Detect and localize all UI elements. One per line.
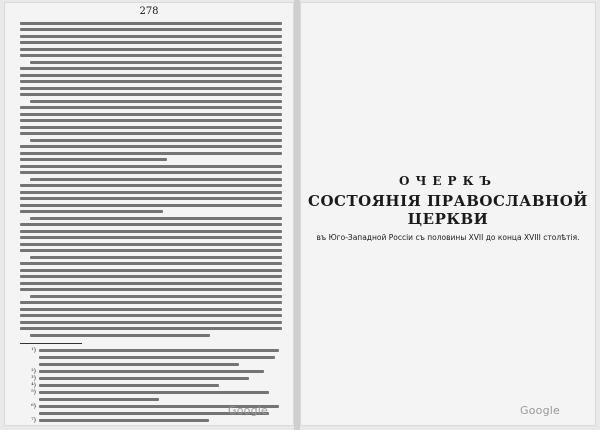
left-page bbox=[4, 2, 294, 426]
body-text bbox=[20, 20, 282, 339]
text-line-glyphs bbox=[20, 152, 282, 155]
footnote-line bbox=[20, 389, 282, 396]
text-line-glyphs bbox=[20, 22, 282, 25]
footnote-line bbox=[20, 375, 282, 382]
text-line-glyphs bbox=[20, 80, 282, 83]
text-line-glyphs bbox=[20, 204, 282, 207]
text-line-glyphs bbox=[20, 171, 282, 174]
text-line-glyphs bbox=[30, 334, 210, 337]
text-line-glyphs bbox=[30, 217, 282, 220]
google-watermark-left: Google bbox=[228, 404, 268, 417]
text-line-glyphs bbox=[20, 236, 282, 239]
text-line-glyphs bbox=[20, 48, 282, 51]
text-line-glyphs bbox=[20, 210, 163, 213]
text-line-glyphs bbox=[20, 308, 282, 311]
text-line-glyphs bbox=[20, 106, 282, 109]
text-line-glyphs bbox=[20, 145, 282, 148]
text-line-glyphs bbox=[20, 314, 282, 317]
text-line-glyphs bbox=[20, 223, 282, 226]
footnote-text-glyphs bbox=[39, 356, 275, 359]
text-line-glyphs bbox=[30, 61, 282, 64]
text-line-glyphs bbox=[20, 275, 282, 278]
text-line-glyphs bbox=[20, 158, 167, 161]
text-line-glyphs bbox=[20, 262, 282, 265]
right-page bbox=[300, 2, 596, 426]
text-line-glyphs bbox=[20, 93, 282, 96]
footnote-marker: ⁶) bbox=[31, 403, 36, 410]
text-line-glyphs bbox=[30, 139, 282, 142]
text-line-glyphs bbox=[20, 54, 282, 57]
footnote-text-glyphs bbox=[39, 419, 209, 422]
text-line-glyphs bbox=[20, 126, 282, 129]
text-line-glyphs bbox=[20, 197, 282, 200]
subtitle: въ Юго-Западной Россіи съ половины XVII до конца XVIII столѣтія. bbox=[316, 233, 580, 242]
footnote-marker: ⁷) bbox=[31, 417, 36, 424]
text-line-glyphs bbox=[20, 184, 282, 187]
footnote-marker: ⁵) bbox=[31, 389, 36, 396]
title-line-1: ОЧЕРКЪ bbox=[399, 174, 497, 188]
text-line-glyphs bbox=[20, 119, 282, 122]
text-line-glyphs bbox=[20, 165, 282, 168]
text-line-glyphs bbox=[20, 282, 282, 285]
text-line-glyphs bbox=[20, 230, 282, 233]
google-watermark-right: Google bbox=[520, 404, 560, 417]
text-line-glyphs bbox=[20, 321, 282, 324]
text-line-glyphs bbox=[20, 132, 282, 135]
footnote-line bbox=[20, 354, 282, 361]
footnote-marker: ³) bbox=[31, 375, 36, 382]
footnote-line bbox=[20, 417, 282, 424]
footnote-marker: ⁴) bbox=[31, 382, 36, 389]
text-line-glyphs bbox=[30, 256, 282, 259]
footnote-text-glyphs bbox=[39, 370, 264, 373]
text-line-glyphs bbox=[20, 243, 282, 246]
footnote-marker: ¹) bbox=[31, 347, 36, 354]
footnote-text-glyphs bbox=[39, 377, 249, 380]
text-line-glyphs bbox=[20, 35, 282, 38]
text-line-glyphs bbox=[20, 288, 282, 291]
text-line-glyphs bbox=[20, 41, 282, 44]
text-line-glyphs bbox=[30, 295, 282, 298]
text-line-glyphs bbox=[20, 301, 282, 304]
title-line-2: СОСТОЯНІЯ ПРАВОСЛАВНОЙ ЦЕРКВИ bbox=[308, 192, 588, 228]
page-number: 278 bbox=[139, 6, 159, 17]
footnote-marker: ²) bbox=[31, 368, 36, 375]
footnote-text-glyphs bbox=[39, 391, 269, 394]
footnote-line bbox=[20, 347, 282, 354]
text-line-glyphs bbox=[20, 249, 282, 252]
footnote-line bbox=[20, 368, 282, 375]
text-line-glyphs bbox=[20, 87, 282, 90]
title-block bbox=[300, 174, 596, 242]
text-line-glyphs bbox=[20, 28, 282, 31]
footnote-text-glyphs bbox=[39, 398, 159, 401]
text-line-glyphs bbox=[20, 269, 282, 272]
footnote-line bbox=[20, 382, 282, 389]
footnote-rule bbox=[20, 343, 82, 344]
footnote-text-glyphs bbox=[39, 349, 279, 352]
text-line-glyphs bbox=[30, 100, 282, 103]
footnote-line bbox=[20, 396, 282, 403]
footnote-line bbox=[20, 361, 282, 368]
text-line bbox=[20, 332, 282, 339]
text-line-glyphs bbox=[30, 178, 282, 181]
text-line-glyphs bbox=[20, 327, 282, 330]
text-line-glyphs bbox=[20, 74, 282, 77]
footnote-text-glyphs bbox=[39, 363, 239, 366]
footnote-text-glyphs bbox=[39, 384, 219, 387]
text-line-glyphs bbox=[20, 113, 282, 116]
text-line-glyphs bbox=[20, 67, 282, 70]
text-line-glyphs bbox=[20, 191, 282, 194]
